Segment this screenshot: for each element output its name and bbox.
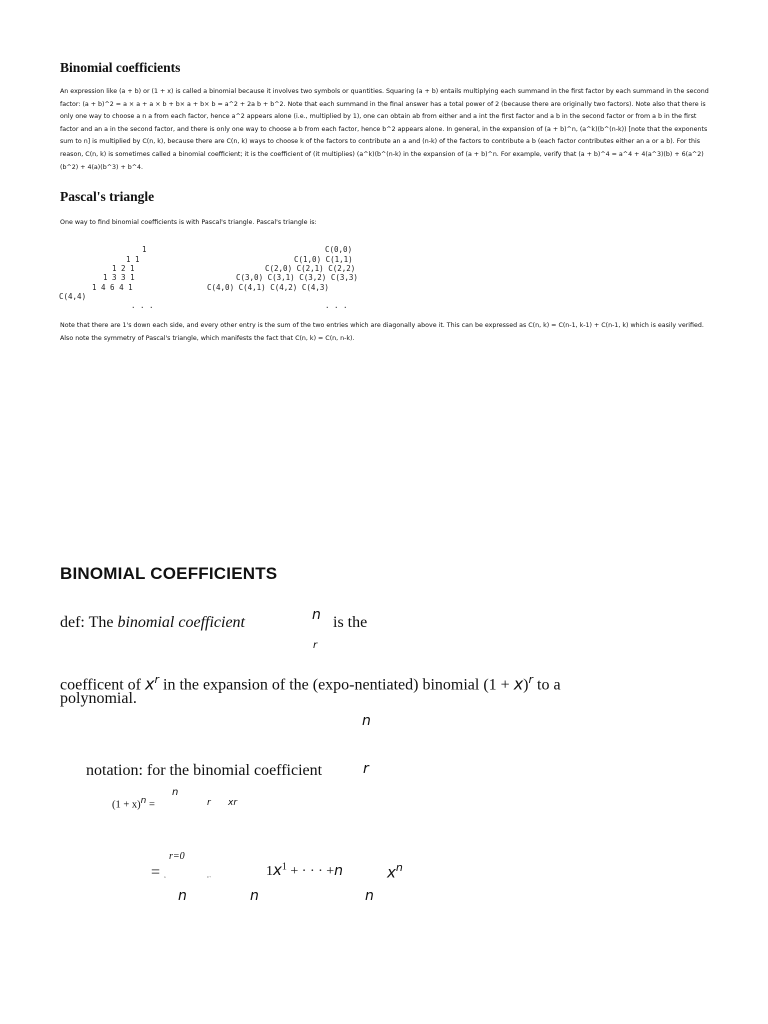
eq-n-sup: n	[140, 796, 147, 806]
def-prefix: def: The	[60, 614, 118, 631]
symbolic-row-5: C(4,4)	[59, 292, 87, 301]
def-r: r	[313, 640, 318, 651]
def-suffix: is the	[333, 614, 368, 631]
eq2-dots: + · · · +	[286, 864, 335, 879]
eq2-x: x	[273, 861, 282, 879]
triangle-row-1: 1 1	[126, 255, 140, 264]
definition-line	[60, 614, 245, 632]
symbolic-row-0: C(0,0)	[325, 245, 353, 254]
coef-text-2: in the expansion of the (expo-nentiated) binomial (1 +	[159, 676, 514, 694]
symbolic-row-3: C(3,0) C(3,1) C(3,2) C(3,3)	[236, 273, 358, 282]
binomial-paragraph: An expression like (a + b) or (1 + x) is called a binomial because it involves two symbols or quantities. Squaring (a + b) entails multiplying each summand in the first factor by each summand in the second factor: (a + b)^2 = a × a + a × b + b× a + b× b = a^2 + 2a b + b^2. Note that each summand in the final answer has a total power of 2 (because there are originally two factors). Note also that there is only one way to choose a n a from each factor, hence a^2 appears alone (i.e., multiplied by 1), one can obtain ab from either and a int the first factor and a b in the second factor or from a b in the first factor and an a in the second factor, and there is only one way to choose a b from each factor, hence b^2 appears alone. In general, in the expansion of (a + b)^n, (a^k)(b^(n-k)) [note that the exponents sum to n] is multiplied by C(n, k), because there are C(n, k) ways to choose k of the factors to contribute an a and (n-k) of the factors to contribute a b (each factor contributes either an a or a b). For this reason, C(n, k) is sometimes called a binomial coefficient; it is the coefficient of (it multiplies) (a^k)(b^(n-k) in the expansion of (a + b)^n. For example, verify that (a + b)^4 = a^4 + 4(a^3)(b) + 6(a^2)(b^2) + 4(a)(b^3) + b^4.	[60, 88, 709, 171]
coef-text-4: to a	[533, 676, 561, 694]
eq-n-top: n	[172, 787, 179, 798]
triangle-ellipsis: . . .	[131, 301, 154, 310]
triangle-row-3: 1 3 3 1	[103, 273, 135, 282]
equation-lhs	[112, 796, 155, 811]
coef-x2: x	[513, 674, 524, 694]
binomial-coefficients-heading: BINOMIAL COEFFICIENTS	[60, 564, 278, 583]
pascal-intro: One way to find binomial coefficients is with Pascal's triangle. Pascal's triangle is:	[60, 219, 317, 226]
sum-index: r=0	[169, 851, 185, 862]
coef-r2: r	[528, 673, 534, 686]
eq2-one: 1	[266, 864, 273, 879]
notation-text: notation: for the binomial coefficient	[86, 762, 323, 779]
eq-lhs: (1 + x)	[112, 799, 141, 811]
coef-text-3: )	[523, 676, 529, 694]
eq2-xn: x	[387, 863, 396, 882]
triangle-row-0: 1	[142, 245, 147, 254]
eq2-n: n	[334, 863, 344, 879]
triangle-row-4: 1 4 6 4 1	[92, 283, 133, 292]
eq-r: r	[207, 798, 211, 808]
symbolic-ellipsis: . . .	[325, 301, 348, 310]
triangle-row-2: 1 2 1	[112, 264, 135, 273]
section-title-pascals-triangle: Pascal's triangle	[60, 189, 155, 204]
section-title-binomial-coefficients: Binomial coefficients	[60, 60, 181, 75]
notation-r: r	[363, 761, 369, 777]
bottom-n-3: n	[365, 888, 374, 904]
coef-text-1: coefficent of	[60, 676, 145, 694]
polynomial-text: polynomial.	[60, 690, 137, 707]
eq-xr: xr	[228, 798, 238, 808]
notation-n: n	[362, 713, 371, 729]
bottom-n-2: n	[250, 888, 259, 904]
coef-x: x	[145, 674, 155, 694]
eq-equals: =	[146, 799, 155, 811]
eq2-series	[266, 861, 343, 880]
eq2-xn-group	[387, 861, 403, 882]
symbolic-row-2: C(2,0) C(2,1) C(2,2)	[265, 264, 356, 273]
eq2-tiny1: n	[164, 875, 166, 879]
def-term: binomial coefficient	[117, 614, 245, 631]
eq2-sup1: 1	[281, 861, 287, 873]
eq2-tiny2: 0 +	[207, 875, 211, 879]
def-n: n	[312, 607, 321, 623]
symbolic-row-1: C(1,0) C(1,1)	[294, 255, 353, 264]
eq2-equals: =	[151, 864, 161, 881]
symbolic-row-4: C(4,0) C(4,1) C(4,2) C(4,3)	[207, 283, 329, 292]
coef-r: r	[154, 673, 159, 686]
bottom-n-1: n	[178, 888, 187, 904]
eq2-supn: n	[395, 861, 403, 874]
pascal-note: Note that there are 1's down each side, and every other entry is the sum of the two entries which are diagonally above it. This can be expressed as C(n, k) = C(n-1, k-1) + C(n-1, k) which is easily verified. Also note the symmetry of Pascal's triangle, which manifests the fact that C(n, k) = C(n, n-k).	[60, 322, 704, 342]
